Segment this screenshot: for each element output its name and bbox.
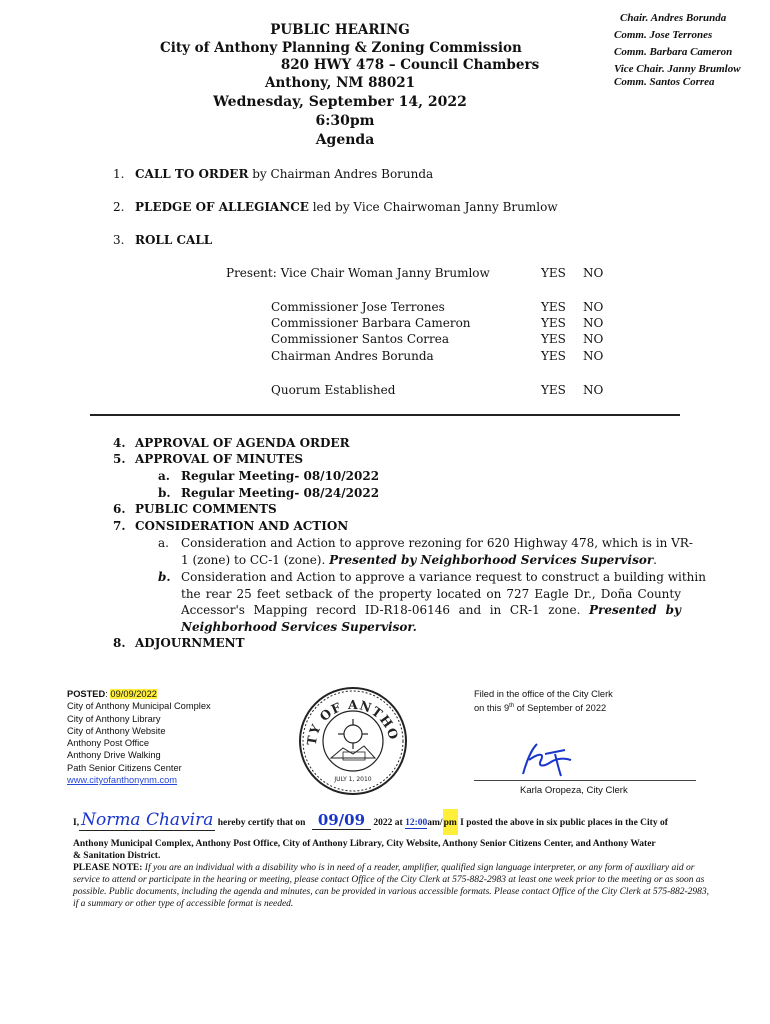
roll-call-present: Present: Vice Chair Woman Janny Brumlow: [226, 266, 490, 280]
filed-line1: Filed in the office of the City Clerk: [474, 689, 613, 699]
agenda-item-approval-agenda: 4. APPROVAL OF AGENDA ORDER: [113, 436, 350, 450]
website-link[interactable]: www.cityofanthonynm.com: [67, 775, 178, 786]
roll-no: NO: [583, 383, 604, 397]
roll-yes: YES: [541, 266, 566, 280]
roll-yes: YES: [541, 383, 566, 397]
official-brumlow: Vice Chair. Janny Brumlow: [614, 63, 741, 75]
minutes-item-b: b. Regular Meeting- 08/24/2022: [158, 486, 380, 500]
posted-location: City of Anthony Website: [67, 725, 166, 736]
posted-date: 09/09/2022: [110, 689, 157, 699]
seal-graphic: [298, 686, 408, 796]
quorum-label: Quorum Established: [271, 383, 396, 397]
certification-line3: & Sanitation District.: [73, 851, 161, 861]
agenda-item-roll-call: 3. ROLL CALL: [113, 233, 213, 247]
agenda-item-approval-minutes: 5. APPROVAL OF MINUTES: [113, 452, 304, 466]
accessibility-note: PLEASE NOTE: If you are an individual with a disability who is in need of a reader, amplifier, qualified sign language interpreter, or any form of auxiliary aid or service to attend or participate in the hearing or meeting, please contact Office of the City Clerk at 575-882-2983 at least one week prior to the meeting or as soon as possible. Public documents, including the agenda and minutes, can be provided in various accessible formats. Please contact Office of the City Clerk at 575-882-2983, if a summary or other type of accessible format is needed.: [73, 863, 710, 909]
posted-location: Path Senior Citizens Center: [67, 762, 182, 773]
filed-block: Filed in the office of the City Clerk on this 9th of September of 2022: [474, 689, 613, 714]
document-header: [160, 22, 540, 92]
posted-location: Anthony Drive Walking: [67, 750, 161, 761]
pm-highlight: pm: [443, 809, 458, 835]
roll-no: NO: [583, 349, 604, 363]
agenda-item-adjournment: 8. ADJOURNMENT: [113, 636, 245, 650]
agenda-title: Agenda: [315, 132, 375, 148]
agenda-item-consideration: 7. CONSIDERATION AND ACTION: [113, 519, 349, 533]
roll-member: Commissioner Jose Terrones: [271, 300, 445, 314]
meeting-time: 6:30pm: [315, 113, 375, 129]
roll-no: NO: [583, 332, 604, 346]
consideration-item-b: b. Consideration and Action to approve a variance request to construct a building within the rear 25 feet setback of the property located on 727 Eagle Dr., Doña County Accessor's Mapping record ID-R18-06146 and in CR-1 zone. Presented by Neighborhood Services Supervisor.: [158, 570, 706, 634]
roll-yes: YES: [541, 300, 566, 314]
agenda-item-public-comments: 6. PUBLIC COMMENTS: [113, 502, 277, 516]
svg-text:CITY OF ANTHONY: TY OF ANTHO: [303, 696, 402, 747]
roll-yes: YES: [541, 332, 566, 346]
roll-member: Chairman Andres Borunda: [271, 349, 434, 363]
header-title: PUBLIC HEARING: [270, 22, 410, 38]
agenda-item-pledge: 2. PLEDGE OF ALLEGIANCE led by Vice Chairwoman Janny Brumlow: [113, 200, 558, 214]
roll-yes: YES: [541, 316, 566, 330]
header-address: 820 HWY 478 – Council Chambers: [280, 57, 540, 73]
posted-location: Anthony Post Office: [67, 738, 149, 749]
city-seal: [298, 686, 408, 796]
minutes-item-a: a. Regular Meeting- 08/10/2022: [158, 469, 380, 483]
header-commission: City of Anthony Planning & Zoning Commission: [160, 39, 522, 56]
signature-line: [474, 780, 696, 781]
divider-rule: [90, 414, 680, 416]
seal-date: JULY 1, 2010: [334, 776, 372, 783]
certification-line: I, Norma Chavira hereby certify that on 09/09 2022 at 12:00am/pm I posted the above in six public places in the City of: [73, 814, 668, 835]
posted-block: POSTED: 09/09/2022 City of Anthony Municipal Complex City of Anthony Library City of Anthony Website Anthony Post Office Anthony Drive Walking Path Senior Citizens Center www.cityofanthonynm.com: [67, 689, 211, 786]
official-correa: Comm. Santos Correa: [614, 76, 715, 88]
official-terrones: Comm. Jose Terrones: [614, 29, 713, 41]
posted-location: City of Anthony Library: [67, 713, 161, 724]
header-city: Anthony, NM 88021: [264, 74, 416, 91]
consideration-item-a: a. Consideration and Action to approve rezoning for 620 Highway 478, which is in VR- 1 (zone) to CC-1 (zone). Presented by Neighborhood Services Supervisor.: [158, 536, 693, 567]
meeting-date: Wednesday, September 14, 2022: [213, 94, 467, 110]
official-cameron: Comm. Barbara Cameron: [614, 46, 733, 58]
posted-location: City of Anthony Municipal Complex: [67, 701, 211, 712]
clerk-signature: [515, 740, 595, 780]
agenda-item-call-to-order: 1. CALL TO ORDER by Chairman Andres Borunda: [113, 167, 434, 181]
officials-list: [614, 10, 741, 91]
roll-member: Commissioner Barbara Cameron: [271, 316, 471, 330]
official-chair: Chair. Andres Borunda: [620, 12, 727, 24]
roll-no: NO: [583, 316, 604, 330]
roll-member: Commissioner Santos Correa: [271, 332, 450, 346]
roll-yes: YES: [541, 349, 566, 363]
certifier-signature: Norma Chavira: [81, 810, 214, 830]
certify-date: 09/09: [312, 811, 371, 830]
posted-label: POSTED: [67, 689, 106, 699]
clerk-name: Karla Oropeza, City Clerk: [520, 785, 628, 796]
certify-time: 12:00: [405, 818, 428, 828]
certification-line2: Anthony Municipal Complex, Anthony Post Office, City of Anthony Library, City Website, Anthony Senior Citizens Center, and Anthony Water: [73, 839, 656, 849]
roll-no: NO: [583, 266, 604, 280]
roll-no: NO: [583, 300, 604, 314]
